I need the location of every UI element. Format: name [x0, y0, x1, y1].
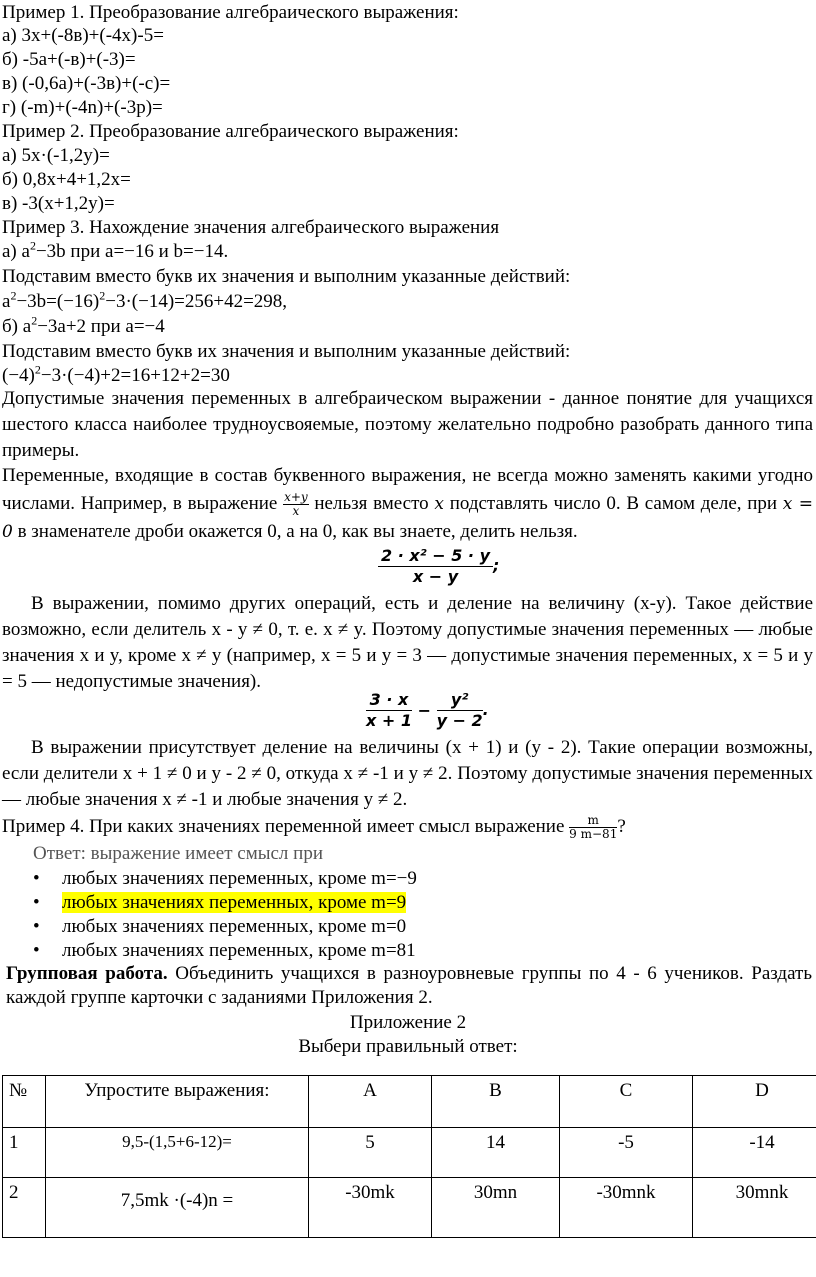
- table-cell: 7,5mk ·(-4)n =: [46, 1178, 309, 1238]
- paragraph-x-plus-1: В выражении присутствует деление на величины (x + 1) и (y - 2). Такие операции возможны, если делители x + 1 ≠ 0 и y - 2 ≠ 0, откуда x ≠ -1 и y ≠ 2. Поэтому допустимые значения переменных — любые значения x ≠ -1 и любые значения y ≠ 2.: [2, 737, 813, 810]
- ex1-title: Пример 1. Преобразование алгебраического выражения:: [2, 2, 459, 23]
- header-cell: C: [560, 1076, 693, 1128]
- table-cell: -30mnk: [560, 1178, 693, 1238]
- table-cell: 30mn: [432, 1178, 560, 1238]
- ex1-item-d: г) (-m)+(-4n)+(-3p)=: [2, 97, 163, 118]
- ex1-item-a: а) 3x+(-8в)+(-4x)-5=: [2, 25, 164, 46]
- paragraph-variables: Переменные, входящие в состав буквенного выражения, не всегда можно заменять какими угодно числами. Например, в выражение $\frac{x+y}{x}$ нельзя вместо x подставлять число 0. В самом деле, при x = 0 в знаменателе дроби окажется 0, а на 0, как вы знаете, делить нельзя.: [2, 465, 813, 543]
- appendix-title: Приложение 2: [349, 1012, 467, 1033]
- table-cell: 1: [3, 1128, 46, 1178]
- ex3-subst-2: Подставим вместо букв их значения и выполним указанные действий:: [2, 341, 571, 362]
- ex2-item-c: в) -3(x+1,2y)=: [2, 193, 115, 214]
- table-cell: 30mnk: [693, 1178, 816, 1238]
- formula-1: $\frac{\text{2 · x² − 5 · y}}{x - y}$ ;: [378, 546, 499, 587]
- formula-2: $\frac{3 \cdot x}{x + 1}$ − $\frac{\text{y²}}{y - 2}$ .: [366, 690, 489, 730]
- header-cell: №: [3, 1076, 46, 1128]
- table-row: [3, 1178, 816, 1238]
- ex3-calc-2: $(-4)^2-3\cdot(-4)+2=16+12+2=30$: [2, 362, 230, 386]
- ex3-subst-1: Подставим вместо букв их значения и выполним указанные действий:: [2, 266, 571, 287]
- answer-options: [0, 867, 417, 963]
- ex4-question: Пример 4. При каких значениях переменной имеет смысл выражение $\frac{m}{9 m-81}$ ?: [2, 813, 626, 842]
- answer-heading: Ответ: выражение имеет смысл при: [33, 843, 323, 864]
- ex2-item-a: а) 5x·(-1,2y)=: [2, 145, 110, 166]
- header-cell: A: [309, 1076, 432, 1128]
- paragraph-x-minus-y: В выражении, помимо других операций, есть и деление на величину (x-y). Такое действие возможно, если делитель x - y ≠ 0, т. е. x ≠ y. Поэтому допустимые значения переменных — любые значения x и y, кроме x ≠ y (например, x = 5 и y = 3 — допустимые значения переменных, x = 5 и y = 5 — недопустимые значения).: [2, 593, 813, 692]
- ex2-item-b: б) 0,8x+4+1,2x=: [2, 169, 131, 190]
- table-header-row: [3, 1076, 816, 1128]
- group-work: Групповая работа. Объединить учащихся в разноуровневые группы по 4 - 6 учеников. Раздать каждой группе карточки с заданиями Приложения 2.: [6, 963, 812, 1008]
- fraction-x-plus-y-over-x: $\frac{x+y}{x}$: [284, 490, 308, 519]
- table-cell: -14: [693, 1128, 816, 1178]
- ex1-item-c: в) (-0,6a)+(-3в)+(-с)=: [2, 73, 171, 94]
- ex3-task-b: б) $a^2-3a+2$ при a=−4: [2, 313, 165, 337]
- ex3-calc-1: $a^2-3b=(-16)^2-3\cdot(-14)=256+42=298$,: [2, 288, 288, 312]
- header-cell: D: [693, 1076, 816, 1128]
- header-cell: Упростите выражения:: [46, 1076, 309, 1128]
- answer-table: [2, 1075, 816, 1238]
- table-cell: 2: [3, 1178, 46, 1238]
- header-cell: B: [432, 1076, 560, 1128]
- ex3-task-a: а) $a^2-3b$ при a=−16 и b=−14.: [2, 238, 229, 262]
- ex3-title: Пример 3. Нахождение значения алгебраического выражения: [2, 217, 500, 238]
- answer-option[interactable]: • любых значениях переменных, кроме m=−9: [33, 868, 417, 889]
- table-cell: -30mk: [309, 1178, 432, 1238]
- ex2-title: Пример 2. Преобразование алгебраического выражения:: [2, 121, 459, 142]
- paragraph-admissible-values: Допустимые значения переменных в алгебраическом выражении - данное понятие для учащихся шестого класса наиболее трудноусвояемые, поэтому желательно подробно разобрать данного типа примеры.: [2, 388, 813, 461]
- answer-option[interactable]: • любых значениях переменных, кроме m=0: [33, 916, 407, 937]
- answer-option-highlighted[interactable]: • любых значениях переменных, кроме m=9: [33, 892, 407, 913]
- table-cell: -5: [560, 1128, 693, 1178]
- answer-option[interactable]: • любых значениях переменных, кроме m=81: [33, 940, 416, 961]
- table-cell: 14: [432, 1128, 560, 1178]
- table-row: [3, 1128, 816, 1178]
- table-cell: 9,5-(1,5+6-12)=: [46, 1128, 309, 1178]
- ex1-item-b: б) -5a+(-в)+(-3)=: [2, 49, 136, 70]
- table-cell: 5: [309, 1128, 432, 1178]
- appendix-subtitle: Выбери правильный ответ:: [298, 1036, 518, 1057]
